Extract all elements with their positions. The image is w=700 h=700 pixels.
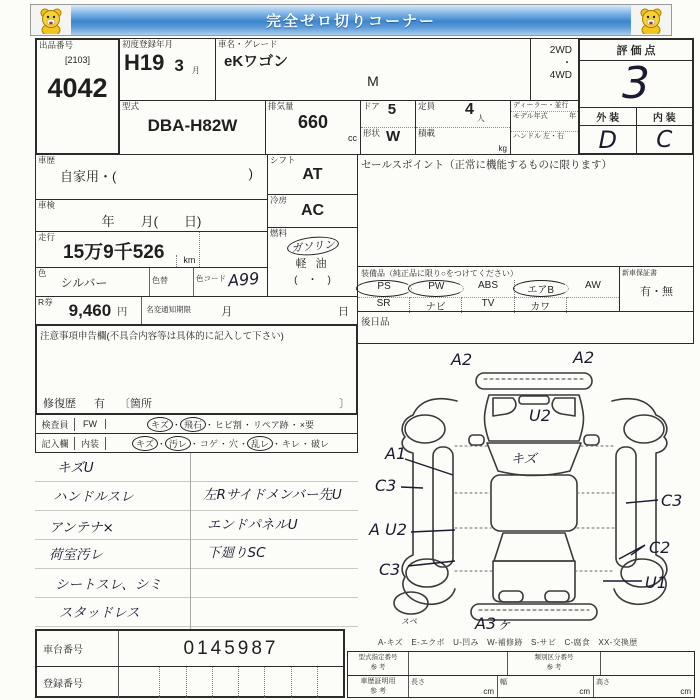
model-code-box — [119, 100, 266, 155]
rticket-row — [35, 296, 358, 325]
inspection-label: 車検 — [38, 200, 56, 210]
cm-unit: cm — [579, 687, 590, 696]
drive-2wd: 2WD — [549, 45, 572, 56]
equipment-item-airbag: エアB — [513, 280, 569, 297]
damage-legend: A-キズ E-エクボ U-凹み W-補修跡 S-サビ C-腐食 XX-交換歴 — [378, 638, 638, 647]
fuel-gasoline: ガソリン — [286, 235, 340, 258]
fuel-diesel: 軽 油 — [295, 258, 330, 271]
trunk-panel — [493, 561, 575, 602]
later-items-label: 後日品 — [361, 317, 390, 328]
car-outline-diagram — [353, 343, 695, 637]
color-code-label: 色コード — [196, 274, 226, 283]
score-box — [578, 38, 694, 155]
annotation-u1-right-quarter: U1 — [645, 573, 667, 592]
fw-item: リペア跡 — [252, 419, 289, 430]
interior-item: 乱レ — [247, 436, 273, 451]
month-unit: 月 — [191, 66, 200, 76]
vehicle-name-label: 車名・グレード — [218, 39, 278, 49]
damage-diagram — [353, 343, 695, 637]
warranty-box — [619, 266, 694, 312]
note-line: エンドパネルU — [207, 517, 298, 533]
inspection-box — [35, 199, 268, 232]
notes-divider — [190, 453, 191, 629]
note-line: 左Rサイドメンバー先U — [203, 487, 342, 503]
taillight-right — [545, 591, 569, 602]
interior-item: 破レ — [310, 438, 329, 449]
headlight-left — [493, 398, 516, 416]
first-registration-month: 3 — [174, 56, 184, 76]
headlight-right — [552, 398, 575, 416]
lot-number-box — [35, 38, 120, 155]
drive-dot: ・ — [562, 57, 572, 69]
lot-number: 4042 — [47, 73, 108, 104]
interior-label: 内 装 — [652, 113, 676, 124]
annotation-a3-rear: A3ヶ — [475, 614, 513, 633]
shift-box — [267, 154, 358, 195]
history-value: 自家用・( — [60, 169, 117, 185]
interior-item: コゲ — [199, 438, 218, 449]
color-change-label: 色替 — [152, 276, 168, 285]
dot-separator: ・ — [242, 419, 252, 430]
dealer-box — [510, 100, 579, 155]
handle-label: ハンドル 左・右 — [511, 131, 578, 142]
displacement-value: 660 — [297, 112, 329, 133]
equipment-item-pw: PW — [408, 280, 464, 297]
equipment-item-aw: AW — [585, 280, 601, 291]
dot-separator: ・ — [204, 419, 214, 430]
shape-label: 形状 — [363, 128, 381, 138]
exterior-grade: D — [580, 126, 637, 154]
interior-item: キレ — [282, 438, 300, 449]
equipment-item-ps: PS — [356, 280, 412, 297]
rticket-label: R券 — [38, 297, 53, 307]
color-value: シルバー — [60, 275, 108, 290]
warranty-value: 有・無 — [640, 286, 673, 298]
door-count: 5 — [387, 101, 397, 118]
grille — [519, 396, 549, 404]
fw-item: ヒビ割 — [214, 419, 242, 430]
note-line: 荷室汚レ — [49, 547, 103, 563]
later-items-box — [357, 311, 694, 344]
type-number-label: 型式指定番号 — [358, 654, 398, 661]
capacity-label: 定員 — [418, 101, 436, 111]
first-registration-year: H19 — [124, 50, 165, 76]
color-label: 色 — [38, 268, 47, 278]
exterior-label: 外 装 — [580, 108, 637, 125]
displacement-box — [265, 100, 361, 155]
rear-window — [494, 533, 574, 561]
bear-icon — [638, 7, 664, 34]
vehicle-grade: M — [367, 73, 379, 90]
note-line: キズU — [57, 460, 94, 476]
year-unit: 年 — [569, 113, 576, 121]
model-code-label: 型式 — [122, 101, 140, 111]
equipment-item-navi: ナビ — [410, 297, 462, 313]
annotation-spare-label: スペ — [401, 617, 417, 626]
interior-item: キズ — [132, 436, 158, 451]
chassis-number: 0145987 — [183, 637, 279, 659]
shape-value: W — [386, 128, 401, 145]
repair-open: 〔箇所 — [119, 398, 152, 410]
dot-separator: ・ — [189, 438, 199, 449]
day-label: 日 — [338, 305, 349, 318]
roof-panel — [491, 475, 577, 531]
note-line: シートスレ、シミ — [55, 577, 162, 593]
note-line: スタッドレス — [59, 605, 140, 621]
lot-label: 出品番号 — [39, 40, 74, 50]
inspector-row-fw — [35, 414, 358, 434]
ref-label: 参 考 — [370, 687, 386, 695]
registration-number-cells — [119, 667, 343, 698]
entry-column-label: 記入欄 — [36, 437, 75, 450]
registration-label: 登録番号 — [37, 667, 119, 698]
door-strip-left — [433, 447, 453, 567]
annotation-c3-left-lower: C3 — [379, 560, 401, 579]
taillight-left — [499, 591, 523, 602]
score-value: 3 — [622, 58, 650, 109]
chassis-registration-box — [35, 629, 345, 698]
equipment-item-tv: TV — [462, 297, 514, 313]
first-registration-label: 初度登録年月 — [122, 39, 174, 49]
inspector-row-interior — [35, 433, 358, 453]
mileage-label: 走行 — [38, 232, 56, 242]
fuel-box — [267, 227, 358, 297]
sales-point-box — [357, 154, 694, 267]
ref-label: 参 考 — [546, 663, 562, 671]
type-number-value — [409, 652, 508, 675]
fuel-label: 燃料 — [270, 228, 288, 238]
vehicle-name-box — [215, 38, 531, 101]
first-registration-box — [119, 38, 216, 101]
dot-separator: ・ — [171, 419, 181, 430]
equipment-box — [357, 266, 620, 312]
annotation-kizu-windshield: キズ — [511, 452, 537, 467]
equipment-header: 装備品（純正品に限り○をつけてください） — [361, 269, 518, 278]
fw-item: 飛石 — [180, 417, 206, 432]
ac-label: 冷房 — [270, 195, 288, 205]
vehicle-name: eKワゴン — [224, 53, 289, 71]
banner — [30, 4, 672, 36]
equipment-item-abs: ABS — [462, 280, 514, 297]
dot-separator: ・ — [238, 438, 248, 449]
month-label: 月 — [221, 305, 233, 318]
bear-mascot-left — [31, 5, 71, 35]
ref-label: 参 考 — [370, 663, 386, 671]
dot-separator: ・ — [300, 438, 310, 449]
shift-value: AT — [302, 166, 323, 184]
displacement-label: 排気量 — [268, 101, 294, 111]
displacement-unit: cc — [348, 133, 357, 144]
ac-value: AC — [300, 202, 325, 220]
mileage-unit: km — [176, 255, 199, 267]
caution-box — [35, 324, 358, 415]
spec-table — [347, 651, 695, 698]
cm-unit: cm — [680, 687, 691, 696]
bear-icon — [38, 7, 64, 34]
drive-4wd: 4WD — [549, 70, 572, 81]
bear-mascot-right — [631, 5, 671, 35]
annotation-u2-hood: U2 — [529, 406, 551, 425]
annotation-c3-right: C3 — [661, 491, 683, 510]
length-label: 長さ — [411, 679, 425, 686]
cm-unit: cm — [483, 687, 494, 696]
rear-wheel-left — [406, 559, 448, 587]
drive-type-box — [530, 38, 579, 101]
mirror-left — [469, 435, 484, 445]
banner-title: 完全ゼロ切りコーナー — [265, 12, 436, 30]
notes-area — [35, 453, 358, 629]
rticket-value: 9,460 — [68, 300, 112, 320]
width-label: 幅 — [500, 679, 507, 686]
front-bumper — [476, 373, 592, 389]
mileage-value: 15万9千526 — [63, 242, 165, 263]
interior-grade: C — [656, 127, 673, 153]
note-line: 下廻りSC — [207, 545, 266, 561]
model-year-label: モデル年式 — [513, 113, 548, 121]
model-code: DBA-H82W — [147, 116, 238, 136]
height-label: 高さ — [596, 679, 610, 686]
dealer-label: ディーラー・並行 — [513, 102, 569, 109]
equipment-item-kawa: カワ — [515, 297, 567, 313]
note-line: ハンドルスレ — [53, 489, 134, 505]
front-wheel-left — [405, 415, 445, 443]
load-unit: kg — [498, 144, 507, 153]
history-label: 車歴 — [38, 155, 56, 165]
capacity-box — [415, 100, 511, 155]
sales-point-label: セールスポイント（正常に機能するものに限ります） — [361, 159, 613, 171]
capacity-unit: 人 — [476, 114, 485, 123]
color-code-value: A99 — [226, 268, 260, 291]
inspector-code-fw: FW — [75, 419, 106, 429]
yen-unit: 円 — [117, 307, 128, 318]
inspector-label: 検査員 — [36, 418, 75, 431]
interior-item: 汚レ — [165, 436, 191, 451]
history-close: ) — [248, 166, 253, 182]
equipment-item-sr: SR — [358, 297, 410, 313]
history-box — [35, 154, 268, 200]
mileage-spare-cell — [199, 232, 234, 267]
fuel-parens: ( ・ ) — [294, 275, 331, 287]
door-label: ドア — [363, 101, 380, 111]
cert-label: 車歴証明用 — [360, 678, 396, 685]
annotation-c3-left-upper: C3 — [375, 476, 397, 495]
score-label: 評 価 点 — [580, 40, 692, 61]
banner-gradient — [71, 5, 631, 35]
annotation-a-u2-left: A U2 — [369, 520, 407, 539]
fw-item: ×要 — [299, 419, 314, 430]
capacity-value: 4 — [465, 101, 474, 118]
door-shape-box — [360, 100, 416, 155]
left-side-panel — [402, 399, 457, 605]
repair-close: 〕 — [339, 398, 350, 410]
inspection-value: 年 月( 日) — [101, 214, 202, 230]
name-change-label: 名変通知期限 — [141, 297, 195, 324]
class-number-value — [601, 652, 694, 675]
dot-separator: ・ — [156, 438, 166, 449]
annotation-leader-lines — [401, 459, 658, 581]
dot-separator: ・ — [289, 419, 299, 430]
annotation-c2-right-wheel: C2 — [649, 538, 671, 557]
chassis-label: 車台番号 — [37, 631, 119, 666]
inspector-code-interior: 内装 — [75, 437, 106, 450]
mirror-right — [584, 435, 599, 445]
annotation-a1-left: A1 — [385, 444, 407, 463]
class-number-label: 類別区分番号 — [534, 654, 574, 661]
caution-label: 注意事項申告欄(不具合内容等は具体的に記入して下さい) — [40, 331, 284, 342]
shift-label: シフト — [270, 155, 296, 165]
dot-separator: ・ — [271, 438, 281, 449]
fw-item: キズ — [147, 417, 173, 432]
ac-box — [267, 194, 358, 228]
repair-history-value: 有 — [94, 398, 105, 410]
interior-item: 穴 — [228, 438, 238, 449]
load-label: 積載 — [418, 128, 436, 138]
repair-history-label: 修復歴 — [43, 398, 76, 410]
warranty-label: 新車保証書 — [622, 270, 657, 277]
note-line: アンテナ× — [49, 520, 114, 536]
lot-code: [2103] — [64, 55, 91, 66]
annotation-a2-left: A2 — [451, 350, 473, 369]
color-box — [35, 267, 268, 297]
mileage-box — [35, 231, 268, 268]
annotation-a2-right: A2 — [573, 348, 595, 367]
dot-separator: ・ — [218, 438, 228, 449]
